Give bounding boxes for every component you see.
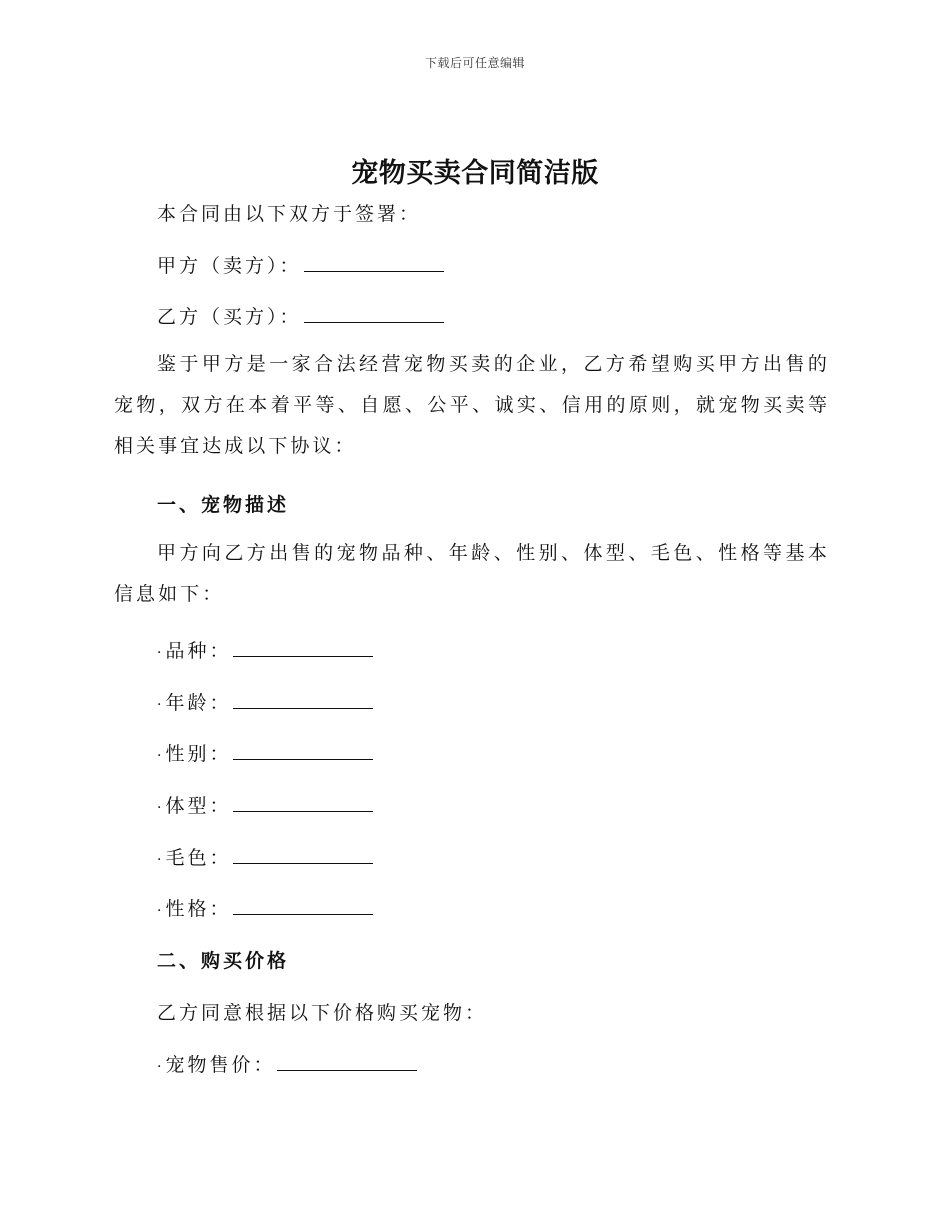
- bullet-icon: ·: [157, 852, 162, 868]
- size-blank[interactable]: [233, 793, 373, 812]
- bullet-icon: ·: [157, 645, 162, 661]
- temperament-blank[interactable]: [233, 896, 373, 915]
- list-item-temperament: [157, 894, 373, 921]
- party-a-label: 甲方（卖方）：: [157, 255, 302, 277]
- list-item-label: 性别：: [165, 743, 232, 765]
- section1-paragraph: 甲方向乙方出售的宠物品种、年龄、性别、体型、毛色、性格等基本信息如下：: [114, 542, 830, 605]
- list-item-gender: [157, 739, 373, 766]
- bullet-icon: ·: [157, 748, 162, 764]
- list-item-price: [157, 1050, 417, 1077]
- list-item-label: 品种：: [165, 640, 232, 662]
- party-a-blank[interactable]: [304, 253, 444, 272]
- list-item-label: 年龄：: [165, 692, 232, 714]
- section2-paragraph: 乙方同意根据以下价格购买宠物：: [157, 1002, 488, 1024]
- section2-heading: 二、购买价格: [157, 950, 290, 972]
- list-item-coat-color: [157, 843, 373, 870]
- bullet-icon: ·: [157, 697, 162, 713]
- gender-blank[interactable]: [233, 741, 373, 760]
- list-item-breed: [157, 636, 373, 663]
- price-blank[interactable]: [277, 1052, 417, 1071]
- party-b-blank[interactable]: [304, 304, 444, 323]
- list-item-size: [157, 791, 373, 818]
- intro-line: 本合同由以下双方于签署：: [157, 203, 422, 225]
- coat-color-blank[interactable]: [233, 845, 373, 864]
- bullet-icon: ·: [157, 800, 162, 816]
- breed-blank[interactable]: [233, 638, 373, 657]
- page-header: 下载后可任意编辑: [424, 56, 525, 70]
- list-item-label: 毛色：: [165, 847, 232, 869]
- section1-heading: 一、宠物描述: [157, 494, 290, 516]
- document-title: 宠物买卖合同简洁版: [351, 158, 599, 189]
- preamble-paragraph: 鉴于甲方是一家合法经营宠物买卖的企业，乙方希望购买甲方出售的宠物，双方在本着平等、自愿、公平、诚实、信用的原则，就宠物买卖等相关事宜达成以下协议：: [114, 353, 830, 457]
- party-b-label: 乙方（买方）：: [157, 306, 302, 328]
- party-b-line: [157, 302, 444, 329]
- bullet-icon: ·: [157, 1059, 162, 1075]
- list-item-label: 体型：: [165, 795, 232, 817]
- bullet-icon: ·: [157, 903, 162, 919]
- list-item-label: 性格：: [165, 898, 232, 920]
- age-blank[interactable]: [233, 690, 373, 709]
- party-a-line: [157, 251, 444, 278]
- list-item-age: [157, 688, 373, 715]
- list-item-label: 宠物售价：: [165, 1054, 276, 1076]
